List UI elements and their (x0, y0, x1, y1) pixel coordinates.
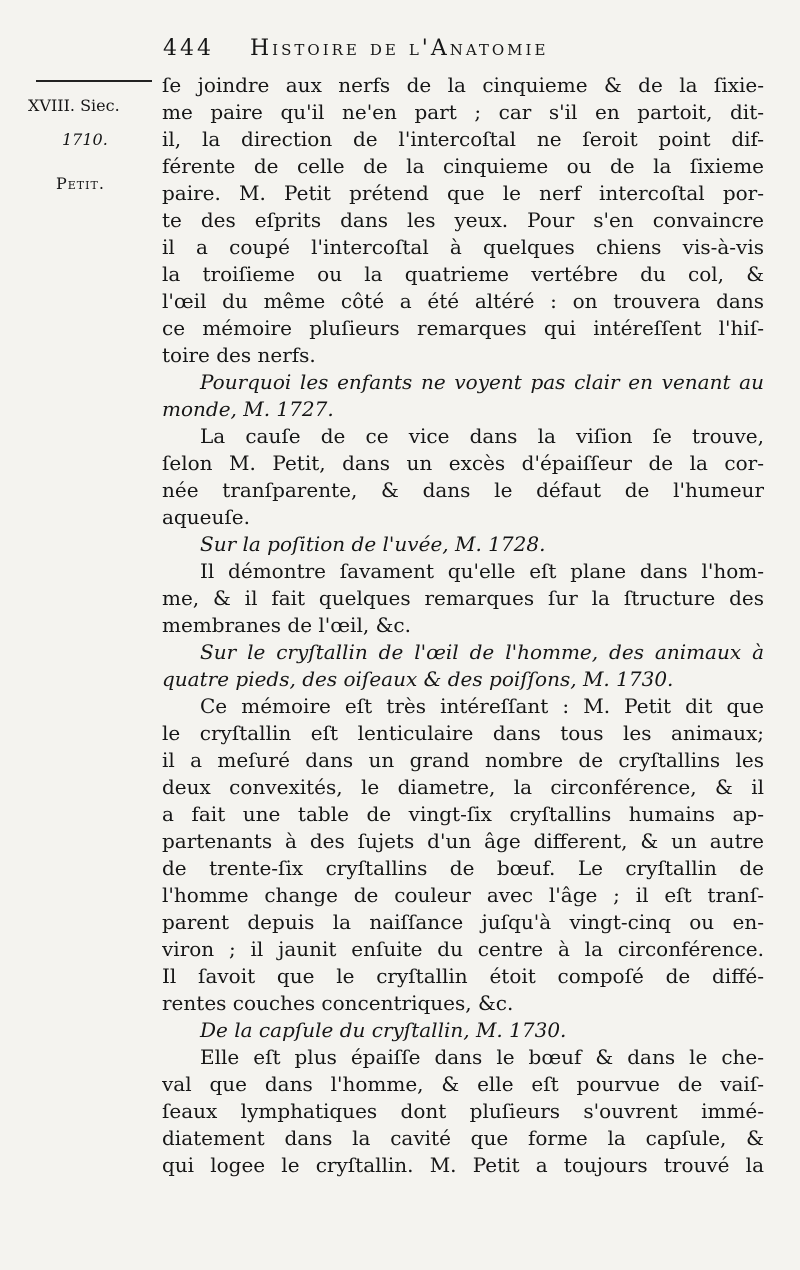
text-line: La cauſe de ce vice dans la viſion ſe trouve, (200, 424, 764, 448)
text-line: diatement dans la cavité que forme la capſule, & (162, 1126, 764, 1150)
text-line: partenants à des ſujets d'un âge different, & un autre (162, 829, 764, 853)
text-line: Sur le cryſtallin de l'œil de l'homme, des animaux à (200, 640, 764, 664)
text-line: il a meſuré dans un grand nombre de cryſtallins les (162, 748, 764, 772)
text-line: ſe joindre aux nerfs de la cinquieme & de la ſixie- (162, 73, 764, 97)
running-title: Histoire de l'Anatomie (250, 36, 549, 61)
text-line: aqueuſe. (162, 505, 250, 529)
text-line: l'homme change de couleur avec l'âge ; il eſt tranſ- (162, 883, 764, 907)
text-line: férente de celle de la cinquieme ou de la ſixieme (162, 154, 764, 178)
text-line: toire des nerfs. (162, 343, 316, 367)
text-line: deux convexités, le diametre, la circonférence, & il (162, 775, 764, 799)
text-line: monde, M. 1727. (162, 397, 334, 421)
text-line: Pourquoi les enfants ne voyent pas clair en venant au (200, 370, 764, 394)
text-line: paire. M. Petit prétend que le nerf intercoſtal por- (162, 181, 764, 205)
text-line: rentes couches concentriques, &c. (162, 991, 514, 1015)
text-line: il, la direction de l'intercoſtal ne ſeroit point dif- (162, 127, 764, 151)
text-line: me paire qu'il ne'en part ; car s'il en partoit, dit- (162, 100, 764, 124)
text-line: il a coupé l'intercoſtal à quelques chiens vis-à-vis (162, 235, 764, 259)
text-line: Elle eſt plus épaiſſe dans le bœuf & dans le che- (200, 1045, 764, 1069)
text-line: de trente-ſix cryſtallins de bœuf. Le cryſtallin de (162, 856, 764, 880)
text-line: l'œil du même côté a été altéré : on trouvera dans (162, 289, 764, 313)
page-number: 444 (163, 36, 214, 61)
text-line: la troiſieme ou la quatrieme vertébre du col, & (162, 262, 764, 286)
text-line: ſeaux lymphatiques dont pluſieurs s'ouvrent immé- (162, 1099, 764, 1123)
margin-note-year: 1710. (62, 130, 108, 149)
text-line: a fait une table de vingt-ſix cryſtallins humains ap- (162, 802, 764, 826)
text-line: quatre pieds, des oiſeaux & des poiſſons, M. 1730. (162, 667, 674, 691)
text-line: Il ſavoit que le cryſtallin étoit compoſé de diffé- (162, 964, 764, 988)
text-line: viron ; il jaunit enſuite du centre à la circonférence. (162, 937, 764, 961)
text-line: me, & il fait quelques remarques ſur la ſtructure des (162, 586, 764, 610)
text-line: née tranſparente, & dans le défaut de l'humeur (162, 478, 764, 502)
text-line: le cryſtallin eſt lenticulaire dans tous les animaux; (162, 721, 764, 745)
text-line: te des eſprits dans les yeux. Pour s'en convaincre (162, 208, 764, 232)
text-line: ſelon M. Petit, dans un excès d'épaiſſeur de la cor- (162, 451, 764, 475)
text-line: Ce mémoire eſt très intéreſſant : M. Petit dit que (200, 694, 764, 718)
text-line: qui logee le cryſtallin. M. Petit a toujours trouvé la (162, 1153, 764, 1177)
margin-rule (36, 80, 152, 82)
text-line: Il démontre ſavament qu'elle eſt plane dans l'hom- (200, 559, 764, 583)
text-line: parent depuis la naiſſance juſqu'à vingt-cinq ou en- (162, 910, 764, 934)
text-line: De la capſule du cryſtallin, M. 1730. (200, 1018, 567, 1042)
text-line: membranes de l'œil, &c. (162, 613, 411, 637)
text-line: ce mémoire pluſieurs remarques qui intéreſſent l'hiſ- (162, 316, 764, 340)
margin-note-author: Petit. (56, 174, 105, 193)
text-line: val que dans l'homme, & elle eſt pourvue de vaiſ- (162, 1072, 764, 1096)
margin-note-century: XVIII. Siec. (28, 96, 120, 115)
body-text (162, 72, 764, 1179)
running-header (163, 36, 763, 68)
text-line: Sur la poſition de l'uvée, M. 1728. (200, 532, 546, 556)
